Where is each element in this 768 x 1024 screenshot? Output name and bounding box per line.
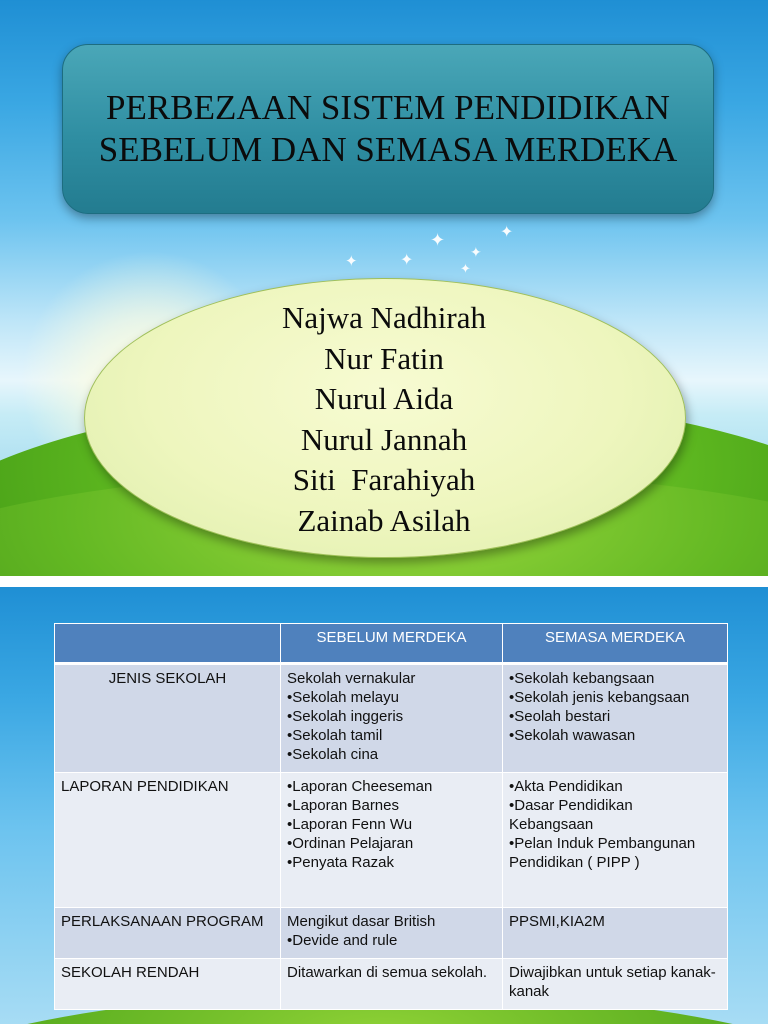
comparison-table xyxy=(54,623,728,1010)
table-row xyxy=(55,664,728,773)
member-name: Zainab Asilah xyxy=(297,502,471,538)
table-cell: •Sekolah kebangsaan •Sekolah jenis kebangsaan •Seolah bestari •Sekolah wawasan xyxy=(503,664,728,773)
table-cell: Diwajibkan untuk setiap kanak-kanak xyxy=(503,959,728,1010)
row-label: PERLAKSANAAN PROGRAM xyxy=(55,908,281,959)
column-header xyxy=(55,624,281,664)
slide-title: PERBEZAAN SISTEM PENDIDIKAN SEBELUM DAN SEMASA MERDEKA xyxy=(98,88,678,169)
title-banner xyxy=(62,44,714,214)
table-row xyxy=(55,908,728,959)
sparkle-icon: ✦ xyxy=(430,230,446,251)
member-name: Siti Farahiyah xyxy=(292,462,476,498)
member-name: Nurul Aida xyxy=(314,381,454,417)
table-row xyxy=(55,959,728,1010)
row-label: JENIS SEKOLAH xyxy=(55,664,281,773)
table-cell: Sekolah vernakular •Sekolah melayu •Sekolah inggeris •Sekolah tamil •Sekolah cina xyxy=(281,664,503,773)
row-label: LAPORAN PENDIDIKAN xyxy=(55,773,281,908)
table-cell: •Laporan Cheeseman •Laporan Barnes •Laporan Fenn Wu •Ordinan Pelajaran •Penyata Razak xyxy=(281,773,503,908)
comparison-slide xyxy=(0,587,768,1024)
table-row xyxy=(55,773,728,908)
member-name: Nurul Jannah xyxy=(300,421,468,457)
table-cell: Mengikut dasar British •Devide and rule xyxy=(281,908,503,959)
table-cell: •Akta Pendidikan •Dasar Pendidikan Kebangsaan •Pelan Induk Pembangunan Pendidikan ( PIPP ) xyxy=(503,773,728,908)
sparkle-icon: ✦ xyxy=(345,252,358,270)
group-members-list xyxy=(84,298,684,542)
sparkle-icon: ✦ xyxy=(470,245,482,261)
column-header: SEMASA MERDEKA xyxy=(503,624,728,664)
sparkle-icon: ✦ xyxy=(460,262,471,277)
table-cell: Ditawarkan di semua sekolah. xyxy=(281,959,503,1010)
column-header: SEBELUM MERDEKA xyxy=(281,624,503,664)
sparkle-icon: ✦ xyxy=(500,222,514,241)
row-label: SEKOLAH RENDAH xyxy=(55,959,281,1010)
table-cell: PPSMI,KIA2M xyxy=(503,908,728,959)
member-name: Nur Fatin xyxy=(324,340,444,376)
table-header-row xyxy=(55,624,728,664)
sparkle-icon: ✦ xyxy=(400,250,414,269)
member-name: Najwa Nadhirah xyxy=(282,300,486,335)
